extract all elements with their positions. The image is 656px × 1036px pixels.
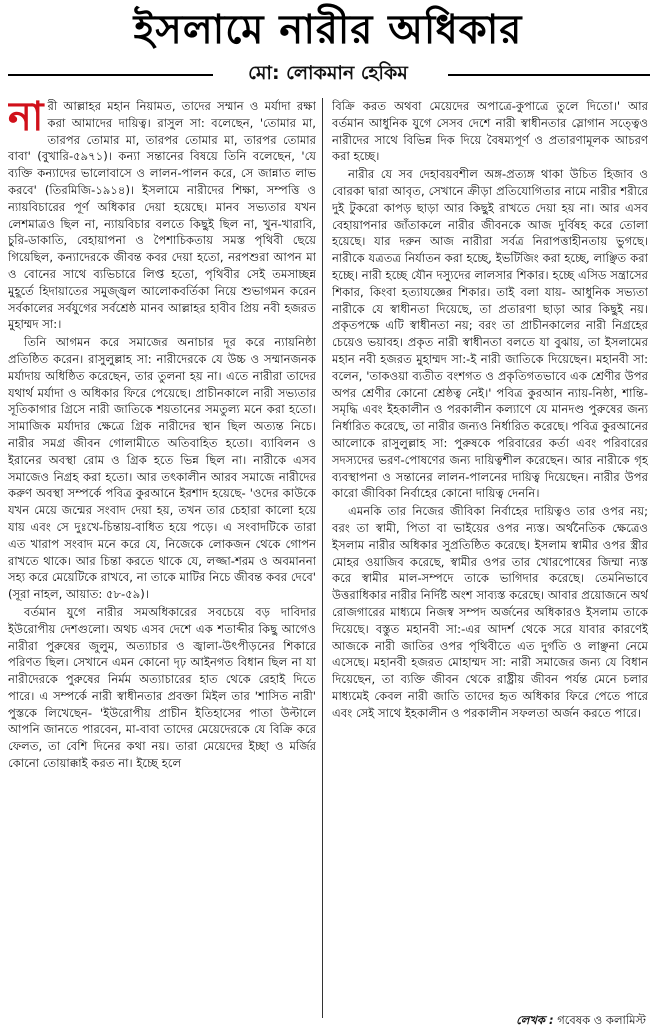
credit-label: লেখক : — [516, 1013, 554, 1027]
article-title: ইসলামে নারীর অধিকার — [133, 6, 523, 53]
paragraph — [8, 98, 316, 333]
paragraph-text: রী আল্লাহর মহান নিয়ামত, তাদের সম্মান ও মর্যাদা রক্ষা করা আমাদের দায়িত্ব। রাসুল সা: বলেছেন, 'তোমার মা, তারপর তোমার মা, তারপর তোমার মা, তারপর তোমার বাবা' (বুখারি-৫৯৭১)। কন্যা সন্তানের বিষয়ে তিনি বলেছেন, 'যে ব্যক্তি কন্যাদের ভালোবাসে ও লালন-পালন করে, সে জান্নাত লাভ করবে' (তিরমিজি-১৯১৪)। ইসলামে নারীদের শিক্ষা, সম্পত্তি ও ন্যায়বিচারের পূর্ণ অধিকার দেয়া হয়েছে। মানব সভ্যতার যখন লেশমাত্রও ছিল না, ন্যায়বিচার বলতে কিছুই ছিল না, খুন-খারাবি, চুরি-ডাকাতি, বেহায়াপনা ও পৈশাচিকতায় সমস্ত পৃথিবী ছেয়ে গিয়েছিল, কন্যাদেরকে জীবন্ত কবর দেয়া হতো, নরপশুরা আপন মা ও বোনের সাথে ব্যভিচারে লিপ্ত হতো, পৃথিবীর সেই তমসাচ্ছন্ন মুহূর্তে হিদায়াতের সমুজ্জ্বল আলোকবর্তিকা নিয়ে শুভাগমন করেন সর্বকালের সর্বযুগের সর্বশ্রেষ্ঠ মানব আল্লাহর হাবীব প্রিয় নবী হজরত মুহাম্মদ সা:। — [8, 99, 316, 332]
paragraph: তিনি আগমন করে সমাজের অনাচার দূর করে ন্যায়নিষ্ঠা প্রতিষ্ঠিত করেন। রাসুলুল্লাহ সা: নারীদেরকে যে উচ্চ ও সম্মানজনক মর্যাদায় অধিষ্ঠিত করেছেন, তার তুলনা হয় না। এতে নারীরা তাদের যথার্থ মর্যাদা ও অধিকার ফিরে পেয়েছে। প্রাচীনকালে নারী সভ্যতার সূতিকাগার গ্রিসে নারী জাতিকে শয়তানের সমতুল্য মনে করা হতো। সামাজিক মর্যাদার ক্ষেত্রে গ্রিক নারীদের স্থান ছিল অত্যন্ত নিচে। নারীর সমগ্র জীবন গোলামীতে অতিবাহিত হতো। ব্যাবিলন ও ইরানের অবস্থা রোম ও গ্রিক হতে ভিন্ন ছিল না। নারীকে এসব সমাজেও নিগ্রহ করা হতো। আর তৎকালীন আরব সমাজে নারীদের করুণ অবস্থা সম্পর্কে পবিত্র কুরআনে ইরশাদ হয়েছে- 'ওদের কাউকে যখন মেয়ে জন্মের সংবাদ দেয়া হয়, তখন তার চেহারা কালো হয়ে যায় এবং সে দুঃখে-চিন্তায়-বাধিত হয়ে পড়ে। এ সংবাদটিকে তারা এত খারাপ সংবাদ মনে করে যে, নিজেকে লোকজন থেকে গোপন রাখতে থাকে। আর চিন্তা করতে থাকে যে, লজ্জা-শরম ও অবমাননা সহ্য করে মেয়েটিকে রাখবে, না তাকে মাটির নিচে জীবন্ত কবর দেবে' (সূরা নাহল, আয়াত: ৫৮-৫৯)। — [8, 335, 316, 602]
paragraph: এমনকি তার নিজের জীবিকা নির্বাহের দায়িত্বও তার ওপর নয়; বরং তা স্বামী, পিতা বা ভাইয়ের ওপর ন্যস্ত। অর্থনৈতিক ক্ষেত্রেও ইসলাম নারীর অধিকার সুপ্রতিষ্ঠিত করেছে। ইসলাম স্বামীর ওপর স্ত্রীর মোহর ওয়াজিব করেছে, স্বামীর ওপর তার খোরপোষের জিম্মা ন্যস্ত করে স্বামীর মাল-সম্পদে তাকে ভাগিদার করেছে। তেমনিভাবে উত্তরাধিকার নারীর নির্দিষ্ট অংশ সাব্যস্ত করেছে। আবার প্রয়োজনে অর্থ রোজগারের মাধ্যমে নিজস্ব সম্পদ অর্জনের অধিকারও ইসলাম তাকে দিয়েছে। বস্তুত মহানবী সা:-এর আদর্শ থেকে সরে যাবার কারণেই আজকে নারী জাতির ওপর পৃথিবীতে এত দুর্গতি ও লাঞ্ছনা নেমে এসেছে। মহানবী হজরত মোহাম্মদ সা: নারী সমাজের জন্য যে বিধান দিয়েছেন, তা ব্যক্তি জীবন থেকে রাষ্ট্রীয় জীবন পর্যন্ত মেনে চলার মাধ্যমেই কেবল নারী জাতি তাদের হৃত অধিকার ফিরে পেতে পারে এবং সেই সাথে ইহকালীন ও পরকালীন সফলতা অর্জন করতে পারে। — [332, 504, 648, 720]
paragraph: নারীর যে সব দেহাবয়বশীল অঙ্গ-প্রত্যঙ্গ থাকা উচিত হিজাব ও বোরকা দ্বারা আবৃত, সেখানে ক্রীড়া প্রতিযোগিতার নামে নারীর শরীরে দুই টুকরো কাপড় ছাড়া আর কিছুই রাখতে দেয়া হয় না। আর এসব বেহায়াপনার জাঁতাকলে নারীর জীবনকে আজ দুর্বিষহ করে তোলা হয়েছে। যার দরুন আজ নারীরা সর্বত্র নিরাপত্তাহীনতায় ভুগছে। নারীকে যত্রতত্র নির্যাতন করা হচ্ছে, ইভটিজিং করা হচ্ছে, লাঞ্ছিত করা হচ্ছে। নারী হচ্ছে যৌন দস্যুদের লালসার শিকার। হচ্ছে এসিড সন্ত্রাসের শিকার, কিংবা হত্যাযজ্ঞের শিকার। তাই বলা যায়- আধুনিক সভ্যতা নারীকে যে স্বাধীনতা দিয়েছে, তা প্রতারণা ছাড়া আর কিছুই নয়। প্রকৃতপক্ষে এটি স্বাধীনতা নয়; বরং তা প্রাচীনকালের নারী নিগ্রহের চেয়েও ভয়াবহ। প্রকৃত নারী স্বাধীনতা বলতে যা বুঝায়, তা ইসলামের মহান নবী হজরত মুহাম্মদ সা:-ই নারী জাতিকে দিয়েছেন। মহানবী সা: বলেন, 'তাকওয়া ব্যতীত বংশগত ও প্রকৃতিগতভাবে এক শ্রেণীর উপর অপর শ্রেণীর কোনো শ্রেষ্ঠত্ব নেই।' পবিত্র কুরআন ন্যায়-নিষ্ঠা, শান্তি-সমৃদ্ধি এবং ইহকালীন ও পরকালীন কল্যাণে যে মানদণ্ড পুরুষের জন্য নির্ধারিত করেছে, তা নারীর জন্যও নির্ধারিত করেছে। পবিত্র কুরআনের আলোকে রাসুলুল্লাহ সা: পুরুষকে পরিবারের কর্তা এবং পরিবারের সদস্যদের ভরণ-পোষণের জন্য দায়িত্বশীল করেছেন। আর নারীকে গৃহ ব্যবস্থাপনা ও সন্তানের লালন-পালনের দায়িত্ব দিয়েছেন। নারীর উপর কারো জীবিকা নির্বাহের কোনো দায়িত্ব দেননি। — [332, 167, 648, 501]
drop-cap: না — [8, 98, 44, 140]
paragraph: বর্তমান যুগে নারীর সমঅধিকারের সবচেয়ে বড় দাবিদার ইউরোপীয় দেশগুলো। অথচ এসব দেশে এক শতাব্দীর কিছু আগেও নারীরা পুরুষের জুলুম, অত্যাচার ও জ্বালা-উৎপীড়নের শিকারে পরিণত ছিল। সেখানে এমন কোনো দৃঢ় আইনগত বিধান ছিল না যা নারীদেরকে পুরুষের নির্মম অত্যাচারের হাত থেকে রেহাই দিতে পারে। এ সম্পর্কে নারী স্বাধীনতার প্রবক্তা মিইল তার 'শাসিত নারী' পুস্তকে লিখেছেন- 'ইউরোপীয় প্রাচীন ইতিহাসের পাতা উল্টালে আপনি জানতে পারবেন, মা-বাবা তাদের মেয়েদেরকে যে বিক্রি করে ফেলত, তা বেশি দিনের কথা নয়। তারা মেয়েদের ইচ্ছা ও মর্জির কোনো তোয়াক্কাই করত না। ইচ্ছে হলে — [8, 604, 316, 771]
article-byline: মো: লোকমান হেকিম — [248, 62, 408, 84]
article-column-left — [8, 98, 316, 1003]
paragraph: বিক্রি করত অথবা মেয়েদের অপাত্রে-কুপাত্রে তুলে দিতো।' আর বর্তমান আধুনিক যুগে সেসব দেশে নারী স্বাধীনতার স্লোগান সত্ত্বেও নারীদের সাথে বিভিন্ন দিক দিয়ে বৈষম্যপূর্ণ ও প্রতারণামূলক আচরণ করা হচ্ছে। — [332, 99, 648, 164]
article-column-right — [332, 98, 648, 1003]
author-credit — [516, 1012, 646, 1028]
column-divider — [322, 98, 323, 1018]
byline-rule-right — [448, 74, 650, 76]
credit-text: গবেষক ও কলামিস্ট — [557, 1013, 646, 1027]
